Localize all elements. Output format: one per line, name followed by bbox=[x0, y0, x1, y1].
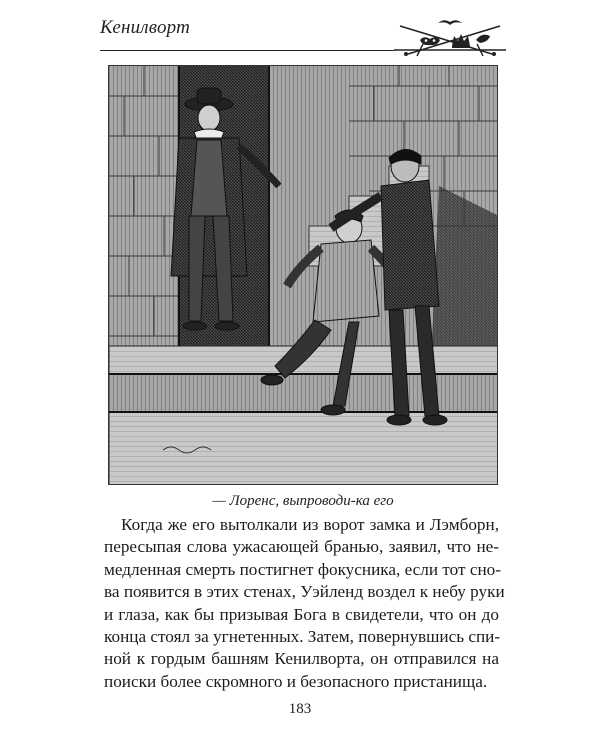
crossed-swords-emblem-icon bbox=[394, 14, 506, 58]
running-head-title: Кенилворт bbox=[100, 17, 191, 38]
header-rule bbox=[100, 50, 415, 51]
text-line: поиски более скромного и безопасного пристанища. bbox=[104, 671, 488, 691]
illustration-caption: — Лоренс, выпроводи-ка его bbox=[212, 493, 394, 509]
text-line: медленная смерть постигнет фокусника, если тот сно- bbox=[104, 559, 501, 579]
body-paragraph bbox=[104, 514, 505, 693]
text-line: ной к гордым башням Кенилворта, он отправился на bbox=[104, 649, 499, 669]
text-line: пересыпая слова ужасающей бранью, заявил, что не- bbox=[104, 537, 499, 557]
text-line: конца стоял за угнетенных. Затем, повернувшись спи- bbox=[104, 627, 501, 647]
page-number: 183 bbox=[288, 701, 312, 717]
text-line: ва появится в этих стенах, Уэйленд воздел к небу руки bbox=[104, 582, 505, 602]
engraving-illustration bbox=[108, 65, 498, 485]
text-line: и глаза, как бы призывая Бога в свидетели, что он до bbox=[104, 604, 499, 624]
text-line: Когда же его вытолкали из ворот замка и Лэмборн, bbox=[121, 515, 499, 534]
